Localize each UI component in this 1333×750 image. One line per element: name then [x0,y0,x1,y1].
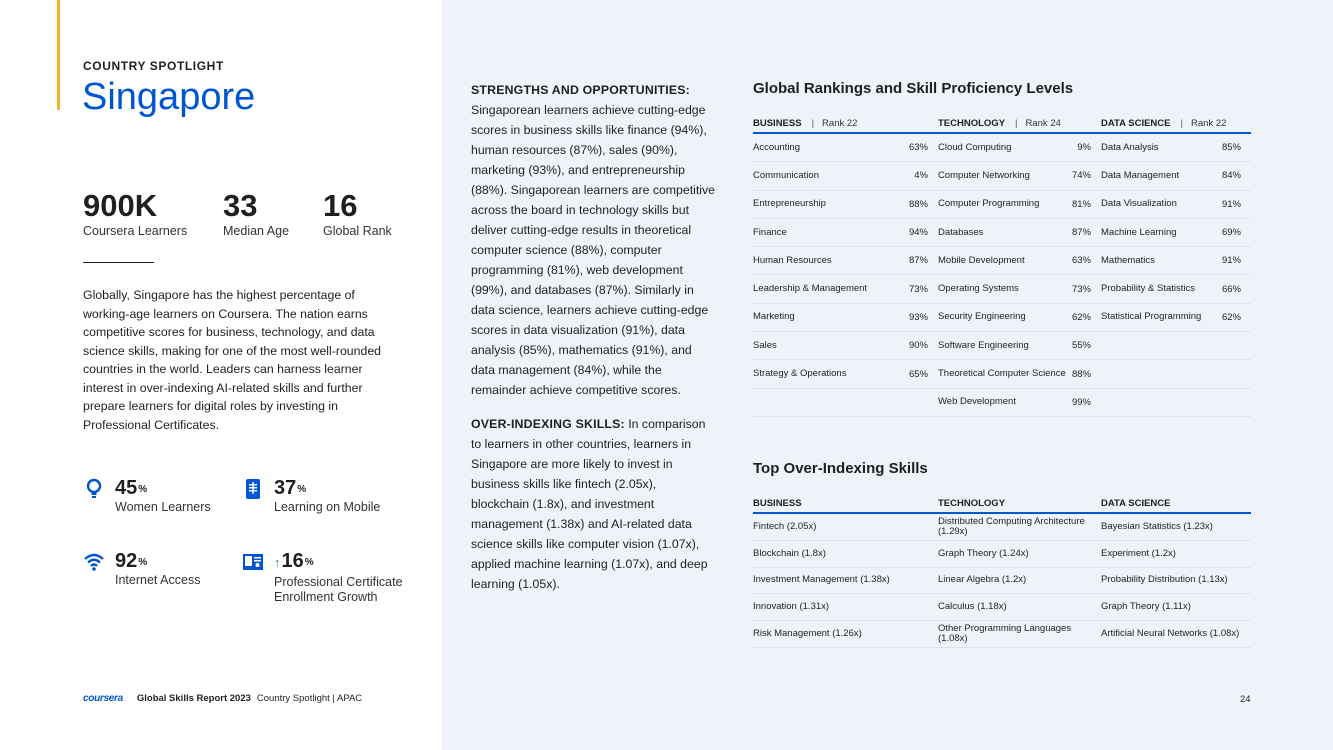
skill-score: 99% [1071,396,1091,408]
eyebrow-label: COUNTRY SPOTLIGHT [83,59,224,73]
skill-name: Linear Algebra (1.2x) [938,574,1027,586]
skill-name: Bayesian Statistics (1.23x) [1101,520,1213,532]
skill-score: 74% [1071,170,1091,182]
skill-score: 65% [908,368,928,380]
strengths-heading: STRENGTHS AND OPPORTUNITIES: [471,83,690,97]
skill-name: Calculus (1.18x) [938,601,1007,613]
key-stats [83,188,423,238]
skill-name: Finance [753,226,787,238]
skill-cell [938,602,1101,612]
skill-score: 90% [908,340,928,352]
summary-paragraph: Globally, Singapore has the highest percentage of working-age learners on Coursera. The nation earns competitive scores for business, technology, and data science skills, making for one of the most well-rounded countries in the world. Leaders can harness learner interest in over-indexing AI-related skills and further prepare learners for digital roles by investing in Professional Certificates. [83,288,381,432]
metric-value: 37% [274,477,307,499]
skill-name: Data Analysis [1101,141,1159,153]
skill-cell [938,227,1101,238]
report-title: Global Skills Report 2023 [136,693,251,704]
skill-score: 9% [1077,142,1091,154]
skill-cell [938,340,1101,351]
divider [83,262,154,263]
skill-score: 69% [1221,227,1241,239]
metric-women-learners [83,476,211,515]
skill-score: 55% [1071,340,1091,352]
stat-value: 16 [323,188,358,223]
stat-label: Coursera Learners [83,224,188,238]
stat-value: 900K [83,188,158,223]
skill-name: Web Development [938,396,1016,408]
page-number: 24 [1240,694,1251,705]
metric-value: 45% [115,477,148,499]
skill-score: 91% [1221,255,1241,267]
skill-score: 88% [1071,368,1091,380]
table-row [753,568,1251,595]
skill-cell [1101,522,1251,532]
skill-name: Accounting [753,141,801,153]
skill-score: 66% [1221,283,1241,295]
arrow-up-icon: ↑ [274,555,281,570]
table-row [753,304,1251,332]
skill-score: 81% [1071,198,1091,210]
skill-score: 63% [1071,255,1091,267]
skill-cell [1101,255,1251,266]
skill-name: Experiment (1.2x) [1101,547,1176,559]
skill-cell [753,629,938,639]
skill-cell [1101,575,1251,585]
skill-cell [938,170,1101,181]
footer [83,693,362,704]
overindexing-paragraph [471,414,716,594]
skill-cell [1101,199,1251,210]
page-title: Singapore [82,76,256,118]
skill-cell [1101,549,1251,559]
skill-name: Fintech (2.05x) [753,520,817,532]
header-business: BUSINESS [753,497,802,509]
skill-cell [753,575,938,585]
metric-label: Internet Access [115,573,201,587]
stat-label: Median Age [223,224,290,238]
stat-label: Global Rank [323,224,392,238]
stat-learners [83,188,223,238]
skill-name: Cloud Computing [938,141,1012,153]
skill-cell [753,142,938,153]
skill-name: Innovation (1.31x) [753,601,830,613]
skill-score: 91% [1221,198,1241,210]
skill-score: 62% [1221,311,1241,323]
table-row [753,514,1251,541]
rankings-table [753,114,1251,417]
skill-score: 73% [1071,283,1091,295]
skill-name: Entrepreneurship [753,198,826,210]
skill-name: Sales [753,339,777,351]
skill-name: Computer Networking [938,169,1030,181]
table-row [753,360,1251,388]
skill-cell [753,227,938,238]
wifi-icon [83,551,105,573]
header-data-science: DATA SCIENCE [1101,497,1171,509]
skill-cell [938,142,1101,153]
skill-cell [1101,312,1251,323]
skill-name: Risk Management (1.26x) [753,628,862,640]
skill-name: Blockchain (1.8x) [753,547,826,559]
lightbulb-icon [83,478,105,500]
skill-score: 94% [908,227,928,239]
skill-cell [753,369,938,380]
skill-cell [1101,284,1251,295]
coursera-logo: coursera [83,693,123,704]
skill-cell [938,369,1101,380]
skill-score: 63% [908,142,928,154]
skill-score: 87% [908,255,928,267]
skill-name: Computer Programming [938,198,1040,210]
metric-value: ↑16% [274,550,314,572]
report-section: Country Spotlight | APAC [256,693,363,704]
top-skills-title: Top Over-Indexing Skills [753,460,928,477]
skill-name: Probability Distribution (1.13x) [1101,574,1228,586]
skill-cell [938,312,1101,323]
skill-cell [1101,170,1251,181]
skill-cell [938,575,1101,585]
table-header [753,494,1251,514]
skill-cell [938,199,1101,210]
header-technology: TECHNOLOGY [938,497,1006,509]
skill-name: Databases [938,226,984,238]
skill-cell [753,255,938,266]
table-row [753,541,1251,568]
table-row [753,191,1251,219]
metric-internet-access [83,549,200,588]
skill-cell [753,340,938,351]
metric-label: Professional Certificate Enrollment Growth [274,575,403,604]
skill-score: 87% [1071,227,1091,239]
skill-cell [753,522,938,532]
skill-cell [753,312,938,323]
skill-score: 84% [1221,170,1241,182]
table-row [753,247,1251,275]
skill-name: Graph Theory (1.24x) [938,547,1029,559]
skill-cell [753,170,938,181]
skill-name: Artificial Neural Networks (1.08x) [1101,628,1240,640]
skill-name: Machine Learning [1101,226,1177,238]
skill-name: Human Resources [753,254,832,266]
top-skills-table [753,494,1251,648]
table-row [753,219,1251,247]
skill-score: 85% [1221,142,1241,154]
skill-name: Strategy & Operations [753,368,847,380]
table-row [753,134,1251,162]
skill-name: Software Engineering [938,339,1029,351]
skill-cell [753,549,938,559]
strengths-text: Singaporean learners achieve cutting-edge scores in business skills like finance (94%), human resources (87%), sales (90%), marketing (93%), and entrepreneurship (88%). Singaporean learners are competitive across the board in technology skills but deliver cutting-edge results in theoretical computer science (88%), computer programming (81%), web development (99%), and databases (87%). Similarly in data science, learners achieve cutting-edge scores in data visualization (91%), data analysis (85%), mathematics (91%), and data management (84%), while the remainder achieve competitive scores. [471,103,716,397]
table-row [753,389,1251,417]
skill-name: Investment Management (1.38x) [753,574,890,586]
header-business: BUSINESS | Rank 22 [753,117,858,129]
skill-name: Data Visualization [1101,198,1177,210]
metric-mobile-learning [242,476,380,515]
skill-score: 4% [914,170,928,182]
skill-score: 88% [908,198,928,210]
skill-cell [938,284,1101,295]
skill-name: Marketing [753,311,795,323]
certificate-icon [242,551,264,573]
skill-cell [938,397,1101,408]
skill-cell [1101,602,1251,612]
skill-name: Statistical Programming [1101,311,1202,323]
table-row [753,594,1251,621]
table-row [753,275,1251,303]
rankings-title: Global Rankings and Skill Proficiency Levels [753,80,1074,97]
skill-name: Data Management [1101,169,1180,181]
skill-name: Theoretical Computer Science [938,368,1066,380]
skill-name: Leadership & Management [753,283,868,295]
skill-cell [938,255,1101,266]
overindexing-heading: OVER-INDEXING SKILLS: [471,417,625,431]
stat-median-age [223,188,323,238]
header-data-science: DATA SCIENCE | Rank 22 [1101,117,1227,129]
table-row [753,621,1251,648]
skill-name: Mathematics [1101,254,1155,266]
skill-name: Other Programming Languages (1.08x) [938,623,1072,645]
skill-cell [1101,629,1251,639]
overindexing-text: In comparison to learners in other countries, learners in Singapore are more likely to invest in business skills like fintech (2.05x), blockchain (1.8x), and investment management (1.38x) and AI-related data science skills like computer vision (1.07x), applied machine learning (1.07x), and deep learning (1.05x). [471,417,708,591]
skill-score: 62% [1071,311,1091,323]
table-header [753,114,1251,134]
metric-label: Women Learners [115,500,211,514]
skill-score: 73% [908,283,928,295]
table-row [753,162,1251,190]
left-panel [0,0,442,750]
strengths-paragraph [471,80,716,400]
accent-bar [57,0,60,110]
metric-value: 92% [115,550,148,572]
skill-score: 93% [908,311,928,323]
narrative-column [471,80,716,608]
skill-name: Mobile Development [938,254,1025,266]
skill-name: Graph Theory (1.11x) [1101,601,1191,613]
skill-cell [938,549,1101,559]
stat-global-rank [323,188,423,238]
skill-name: Probability & Statistics [1101,283,1195,295]
skill-name: Communication [753,169,819,181]
skill-cell [938,624,1101,644]
skill-cell [753,199,938,210]
metric-label: Learning on Mobile [274,500,381,514]
skill-name: Security Engineering [938,311,1026,323]
metric-certificate-growth [242,549,419,605]
skill-cell [938,517,1101,537]
skill-cell [753,602,938,612]
stat-value: 33 [223,188,258,223]
skill-cell [1101,142,1251,153]
mobile-icon [242,478,264,500]
skill-cell [1101,227,1251,238]
header-technology: TECHNOLOGY | Rank 24 [938,117,1061,129]
skill-name: Distributed Computing Architecture (1.29x) [938,515,1085,537]
table-row [753,332,1251,360]
skill-name: Operating Systems [938,283,1019,295]
skill-cell [753,284,938,295]
